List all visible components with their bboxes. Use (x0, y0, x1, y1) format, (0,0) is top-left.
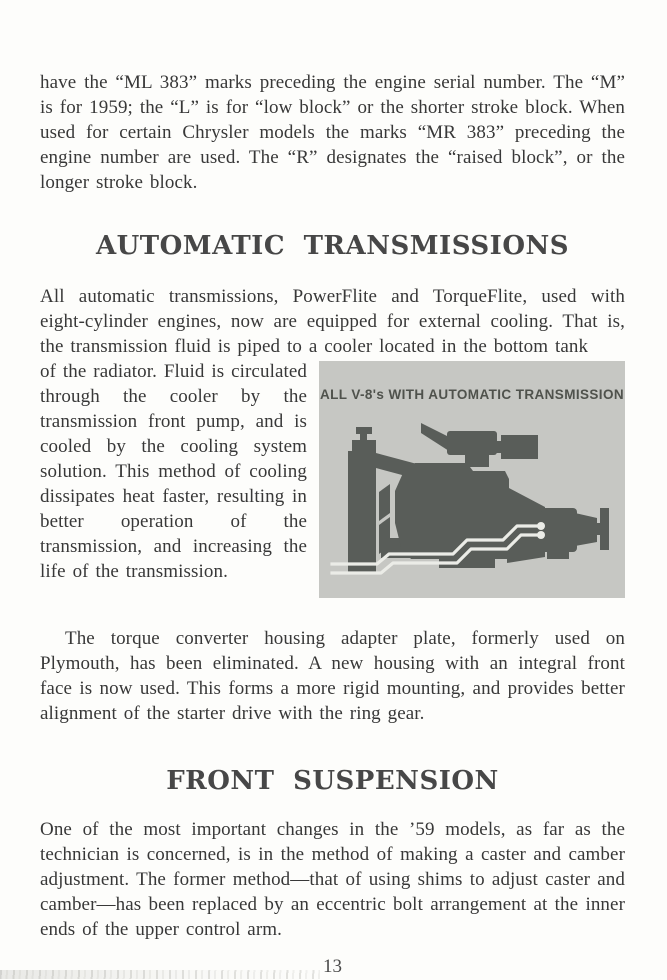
paragraph-external-cooling-intro: All automatic transmissions, PowerFlite and TorqueFlite, used with eight-cylinder engines, now are equipped for external cooling. That is, the transmission fluid is piped to a cooler located in the bottom tank (40, 286, 625, 357)
fitting-dot-icon (537, 531, 545, 539)
engine-illustration (319, 361, 625, 598)
radiator-cap-icon (356, 427, 372, 434)
page-number: 13 (323, 956, 342, 977)
air-cleaner-link-icon (491, 441, 503, 453)
tail-shaft-icon (575, 513, 597, 546)
paragraph-external-cooling-wrapped: of the radiator. Fluid is circulated through the cooler by the transmission front pump, and is cooled by the cooling system solution. This method of cooling dissipates heat faster, resulting in better operation of the transmission, and increasing the life of the transmission. (40, 361, 307, 582)
fitting-dot-icon (537, 522, 545, 530)
scan-noise-strip (0, 970, 320, 979)
transmission-icon (541, 508, 577, 552)
figure-caption: ALL V-8's WITH AUTOMATIC TRANSMISSION (319, 387, 625, 402)
text-and-figure-row (40, 359, 625, 598)
figure-transmission-cooling (319, 361, 625, 598)
transmission-pan-icon (547, 550, 569, 559)
paragraph-caster-camber: One of the most important changes in the ’59 models, as far as the technician is concerned, is in the method of making a caster and camber adjustment. The former method—that of using shims to adjust caster and camber—has been replaced by an eccentric bolt arrangement at the inner ends of the upper control arm. (40, 819, 625, 940)
output-flange-icon (600, 508, 609, 550)
radiator-cap-stem-icon (360, 433, 367, 441)
paragraph-engine-serial-marks: have the “ML 383” marks preceding the engine serial number. The “M” is for 1959; the “L” is for “low block” or the shorter stroke block. When used for certain Chrysler models the marks “MR 383” preceding the engine number are used. The “R” designates the “raised block”, or the longer stroke block. (40, 72, 625, 193)
air-cleaner-extension-icon (501, 435, 538, 459)
radiator-core-icon (348, 451, 376, 573)
carburetor-icon (465, 453, 489, 467)
heading-automatic-transmissions: AUTOMATIC TRANSMISSIONS (95, 231, 570, 261)
heading-front-suspension: FRONT SUSPENSION (166, 766, 499, 796)
air-cleaner-icon (447, 431, 497, 455)
paragraph-torque-converter-housing: The torque converter housing adapter plate, formerly used on Plymouth, has been eliminated. A new housing with an integral front face is now used. This forms a more rigid mounting, and provides better alignment of the starter drive with the ring gear. (40, 628, 625, 724)
engine-block-icon (395, 463, 509, 568)
